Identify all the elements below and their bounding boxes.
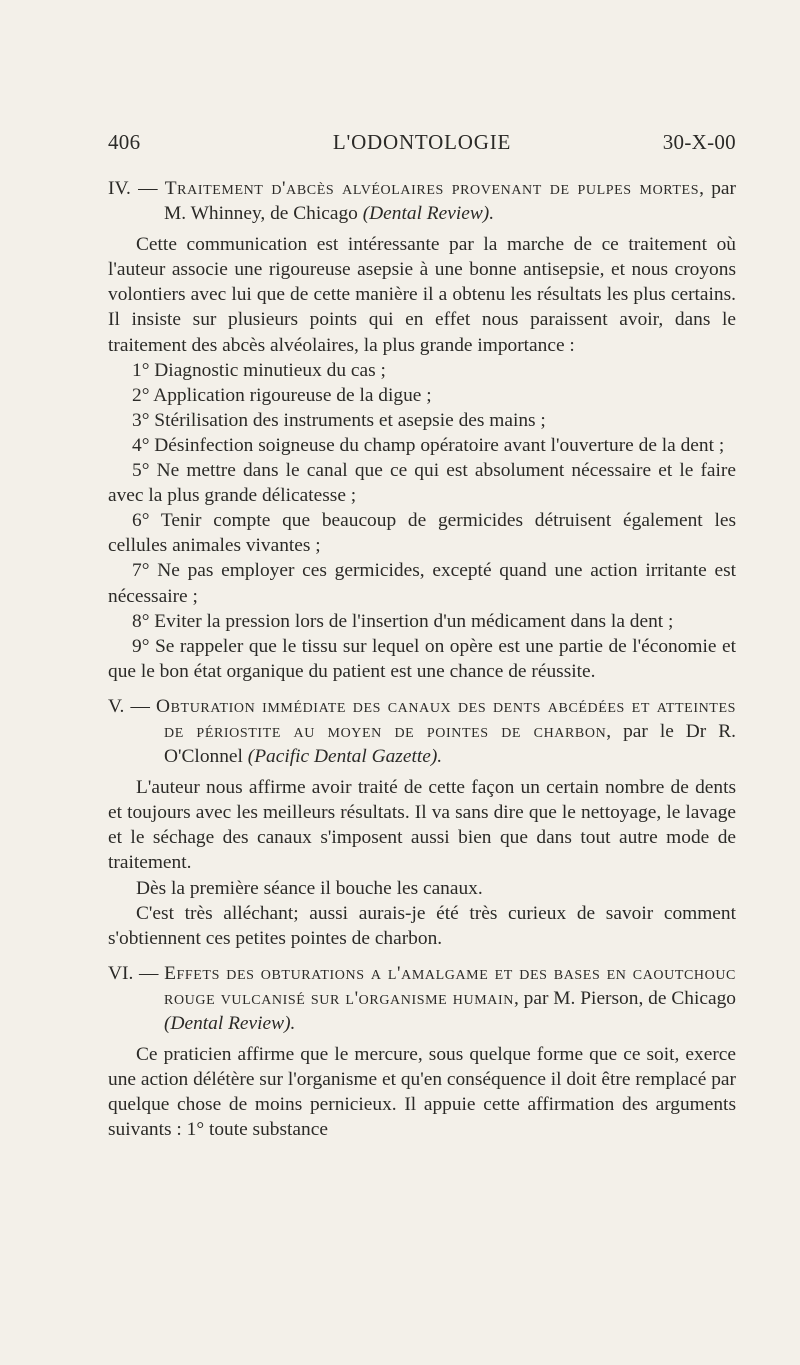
section-iv-numeral: IV. — xyxy=(108,178,165,199)
section-v-source: (Pacific Dental Gazette). xyxy=(247,746,443,768)
running-header xyxy=(108,130,736,160)
section-vi-title: Effets des obturations a l'amalgame et des bases en caoutchouc rouge vulcanisé sur l'organisme humain xyxy=(164,962,736,1009)
page-number: 406 xyxy=(108,130,141,154)
section-v-paragraph: C'est très alléchant; aussi aurais-je été très curieux de savoir comment s'obtiennent ces petites pointes de charbon. xyxy=(108,902,736,949)
list-item: 6° Tenir compte que beaucoup de germicides détruisent également les cellules animales vivantes ; xyxy=(108,510,736,557)
section-v-heading xyxy=(108,694,736,769)
section-iv-source: (Dental Review). xyxy=(362,203,495,225)
section-vi-heading xyxy=(108,961,736,1036)
journal-title: L'ODONTOLOGIE xyxy=(332,130,512,154)
section-v-paragraph: Dès la première séance il bouche les canaux. xyxy=(136,877,483,899)
section-v-paragraph: L'auteur nous affirme avoir traité de cette façon un certain nombre de dents et toujours avec les meilleurs résultats. Il va sans dire que le nettoyage, le lavage et le séchage des canaux s'imposent aussi bien que dans tout autre mode de traitement. xyxy=(108,777,736,874)
section-iv-author: , par M. Whinney, de Chicago xyxy=(164,178,736,225)
list-item: 3° Stérilisation des instruments et asepsie des mains ; xyxy=(132,409,546,431)
section-v-author: , par le Dr R. O'Clonnel xyxy=(164,720,737,768)
section-vi-paragraph: Ce praticien affirme que le mercure, sous quelque forme que ce soit, exerce une action délétère sur l'organisme et qu'en conséquence il doit être remplacé par quelque chose de moins pernicieux. Il appuie cette affirmation des arguments suivants : 1° toute substance xyxy=(108,1044,736,1141)
section-v-title: Obturation immédiate des canaux des dents abcédées et atteintes de périostite au moyen de pointes de charbon xyxy=(156,695,736,742)
section-iv-heading xyxy=(108,176,736,226)
section-vi-source: (Dental Review). xyxy=(164,1013,296,1034)
list-item: 7° Ne pas employer ces germicides, excepté quand une action irritante est nécessaire ; xyxy=(108,560,736,607)
section-v-numeral: V. — xyxy=(108,695,157,717)
list-item: 5° Ne mettre dans le canal que ce qui est absolument nécessaire et le faire avec la plus grande délicatesse ; xyxy=(108,460,736,507)
issue-date: 30-X-00 xyxy=(662,130,736,154)
page-body xyxy=(108,176,736,1142)
section-iv-title: Traitement d'abcès alvéolaires provenant de pulpes mortes xyxy=(164,178,700,199)
list-item: 2° Application rigoureuse de la digue ; xyxy=(132,384,432,406)
list-item: 8° Eviter la pression lors de l'insertion d'un médicament dans la dent ; xyxy=(132,610,674,632)
section-vi-author: , par M. Pierson, de Chicago xyxy=(513,987,736,1009)
section-iv-intro: Cette communication est intéressante par la marche de ce traitement où l'auteur associe une rigoureuse asepsie à une bonne antisepsie, et nous croyons volontiers avec lui que de cette manière il a obtenu les résultats les plus certains. Il insiste sur plusieurs points qui en effet nous paraissent avoir, dans le traitement des abcès alvéolaires, la plus grande importance : xyxy=(108,234,736,356)
list-item: 1° Diagnostic minutieux du cas ; xyxy=(132,359,386,381)
list-item: 9° Se rappeler que le tissu sur lequel on opère est une partie de l'économie et que le bon état organique du patient est une chance de réussite. xyxy=(108,635,736,682)
list-item: 4° Désinfection soigneuse du champ opératoire avant l'ouverture de la dent ; xyxy=(132,434,725,456)
section-vi-numeral: VI. — xyxy=(108,962,165,984)
